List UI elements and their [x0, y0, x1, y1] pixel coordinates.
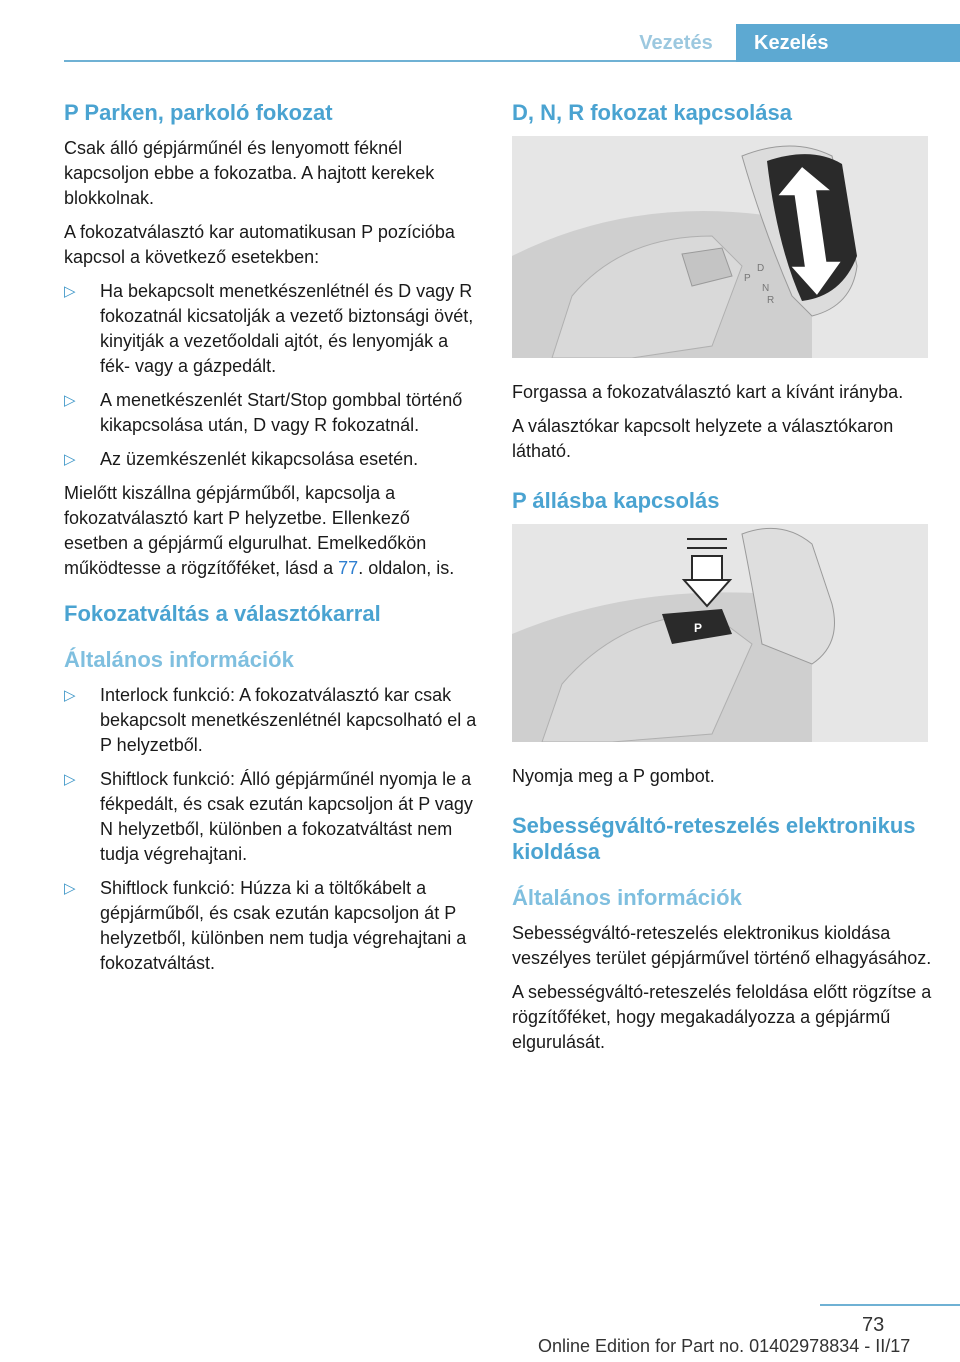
footer-edition: Online Edition for Part no. 01402978834 - II/17: [538, 1336, 911, 1356]
para-parken-2: A fokozatválasztó kar automatikusan P pozícióba kapcsol a következő esetekben:: [64, 222, 455, 267]
para-parken-3: [64, 481, 478, 581]
heading-reteszeles: Sebességváltó-reteszelés elektronikus kioldása: [512, 813, 916, 864]
gear-selector-rotate-figure: [512, 136, 928, 358]
list-item: ▷ Ha bekapcsolt menetkészenlétnél és D vagy R fokozatnál kicsatolják a vezető biztonsági övét, kinyitják a vezetőoldali ajtót, és lenyomják a fék- vagy a gázpedált.: [64, 279, 478, 379]
page-number: 73: [862, 1314, 885, 1336]
list-item: ▷ Interlock funkció: A fokozatválasztó kar csak bekapcsolt menetkészenlétnél kapcsolható el a P helyzetből.: [64, 683, 478, 758]
list-item: ▷ A menetkészenlét Start/Stop gombbal történő kikapcsolása után, D vagy R fokozatnál.: [64, 388, 478, 438]
para-parken-1: Csak álló gépjárműnél és lenyomott féknél kapcsoljon ebbe a fokozatba. A hajtott kerekek blokkolnak.: [64, 138, 435, 208]
heading-altalanos-1: Általános információk: [64, 647, 294, 672]
para-dnr-1: Forgassa a fokozatválasztó kart a kívánt irányba.: [512, 382, 904, 402]
para-reteszeles-1: Sebességváltó-reteszelés elektronikus kioldása veszélyes terület gépjárművel történő elhagyásához.: [512, 923, 932, 968]
list-item: ▷ Shiftlock funkció: Álló gépjárműnél nyomja le a fékpedált, és csak ezután kapcsoljon át P vagy N helyzetből, különben a fokozatváltást nem tudja végrehajtani.: [64, 767, 478, 867]
heading-p-allas: P állásba kapcsolás: [512, 488, 720, 513]
tab-vezetes[interactable]: Vezetés: [639, 32, 713, 54]
para-text: . oldalon, is.: [358, 558, 455, 578]
tab-kezeles[interactable]: Kezelés: [736, 24, 960, 62]
para-p-allas: Nyomja meg a P gombot.: [512, 766, 715, 786]
heading-parken: P Parken, parkoló fokozat: [64, 100, 333, 125]
fig1-label: D: [757, 263, 765, 274]
fig1-label: P: [744, 273, 751, 284]
heading-altalanos-2: Általános információk: [512, 885, 742, 910]
left-column: [64, 100, 478, 985]
heading-dnr: D, N, R fokozat kapcsolása: [512, 100, 792, 125]
page-link[interactable]: 77: [338, 558, 359, 578]
fig1-label: R: [767, 295, 775, 306]
right-column: [512, 100, 932, 1064]
bullet-list-1: [64, 279, 478, 472]
fig1-label: N: [762, 283, 770, 294]
para-dnr-2: A választókar kapcsolt helyzete a választókaron látható.: [512, 416, 894, 461]
p-button-label: P: [694, 621, 703, 635]
footer-rule: [820, 1304, 960, 1306]
para-text: Mielőtt kiszállna gépjárműből, kapcsolja a fokozatválasztó kart P helyzetbe. Ellenkező esetben a gépjármű elgurulhat. Emelkedőkön működtesse a rögzítőféket, lásd a: [64, 483, 427, 578]
para-reteszeles-2: A sebességváltó-reteszelés feloldása előtt rögzítse a rögzítőféket, hogy megakadályozza a gépjármű elgurulását.: [512, 982, 932, 1052]
heading-fokozatvaltas: Fokozatváltás a választókarral: [64, 601, 381, 626]
bullet-list-2: [64, 683, 478, 976]
list-item: ▷ Az üzemkészenlét kikapcsolása esetén.: [64, 447, 478, 472]
list-item: ▷ Shiftlock funkció: Húzza ki a töltőkábelt a gépjárműből, és csak ezután kapcsoljon át P helyzetből, különben nem tudja végrehajtani a fokozatváltást.: [64, 876, 478, 976]
p-button-figure: [512, 524, 928, 742]
